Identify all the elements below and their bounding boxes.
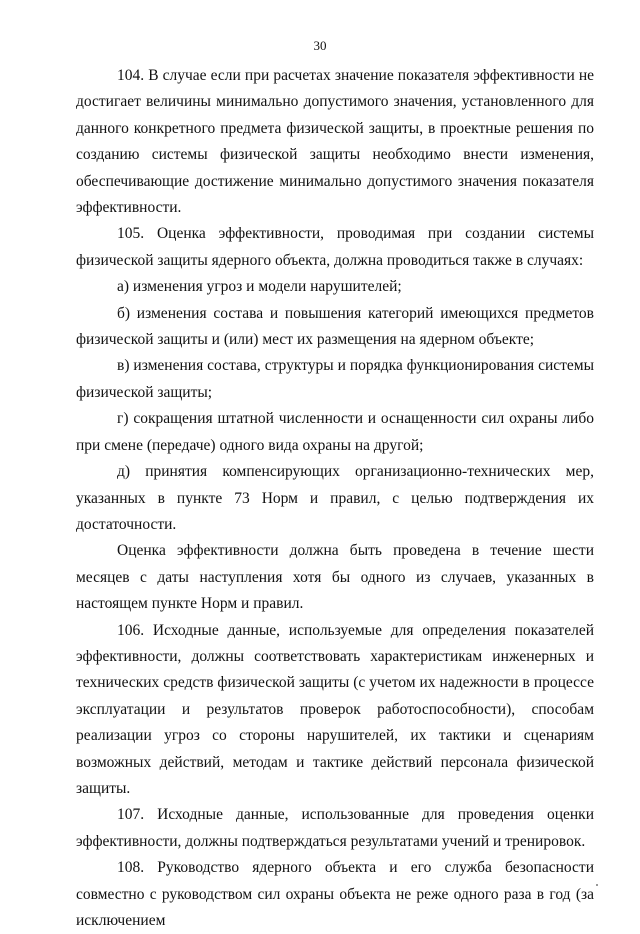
paragraph-106: 106. Исходные данные, используемые для определения показателей эффективности, должны соответствовать характеристикам инженерных и технических средств физической защиты (с учетом их надежности в процессе эксплуатации и результатов проверок работоспособности), способам реализации угроз со стороны нарушителей, их тактики и сценариям возможных действий, методам и тактике действий персонала физической защиты. — [76, 621, 594, 797]
paragraph-107: 107. Исходные данные, использованные для проведения оценки эффективности, должны подтверждаться результатами учений и тренировок. — [76, 806, 594, 850]
paragraph-assessment-deadline: Оценка эффективности должна быть проведена в течение шести месяцев с даты наступления хотя бы одного из случаев, указанных в настоящем пункте Норм и правил. — [76, 542, 594, 613]
list-item-g: г) сокращения штатной численности и оснащенности сил охраны либо при смене (передаче) одного вида охраны на другой; — [76, 410, 594, 454]
document-body — [76, 63, 594, 934]
list-item-v: в) изменения состава, структуры и порядка функционирования системы физической защиты; — [76, 357, 594, 401]
page-number: 30 — [313, 38, 327, 53]
list-item-a: а) изменения угроз и модели нарушителей; — [117, 278, 402, 296]
paragraph-105: 105. Оценка эффективности, проводимая при создании системы физической защиты ядерного объекта, должна проводиться также в случаях: — [76, 225, 594, 269]
scan-speck — [596, 884, 598, 886]
list-item-b: б) изменения состава и повышения категорий имеющихся предметов физической защиты и (или) мест их размещения на ядерном объекте; — [76, 304, 594, 349]
list-item-d: д) принятия компенсирующих организационно-технических мер, указанных в пункте 73 Норм и правил, с целью подтверждения их достаточности. — [76, 463, 594, 533]
paragraph-104: 104. В случае если при расчетах значение показателя эффективности не достигает величины минимально допустимого значения, установленного для данного конкретного предмета физической защиты, в проектные решения по созданию системы физической защиты необходимо внести изменения, обеспечивающие достижение минимально допустимого значения показателя эффективности. — [76, 67, 594, 217]
paragraph-108: 108. Руководство ядерного объекта и его служба безопасности совместно с руководством сил охраны объекта не реже одного раза в год (за исключением — [76, 859, 594, 929]
